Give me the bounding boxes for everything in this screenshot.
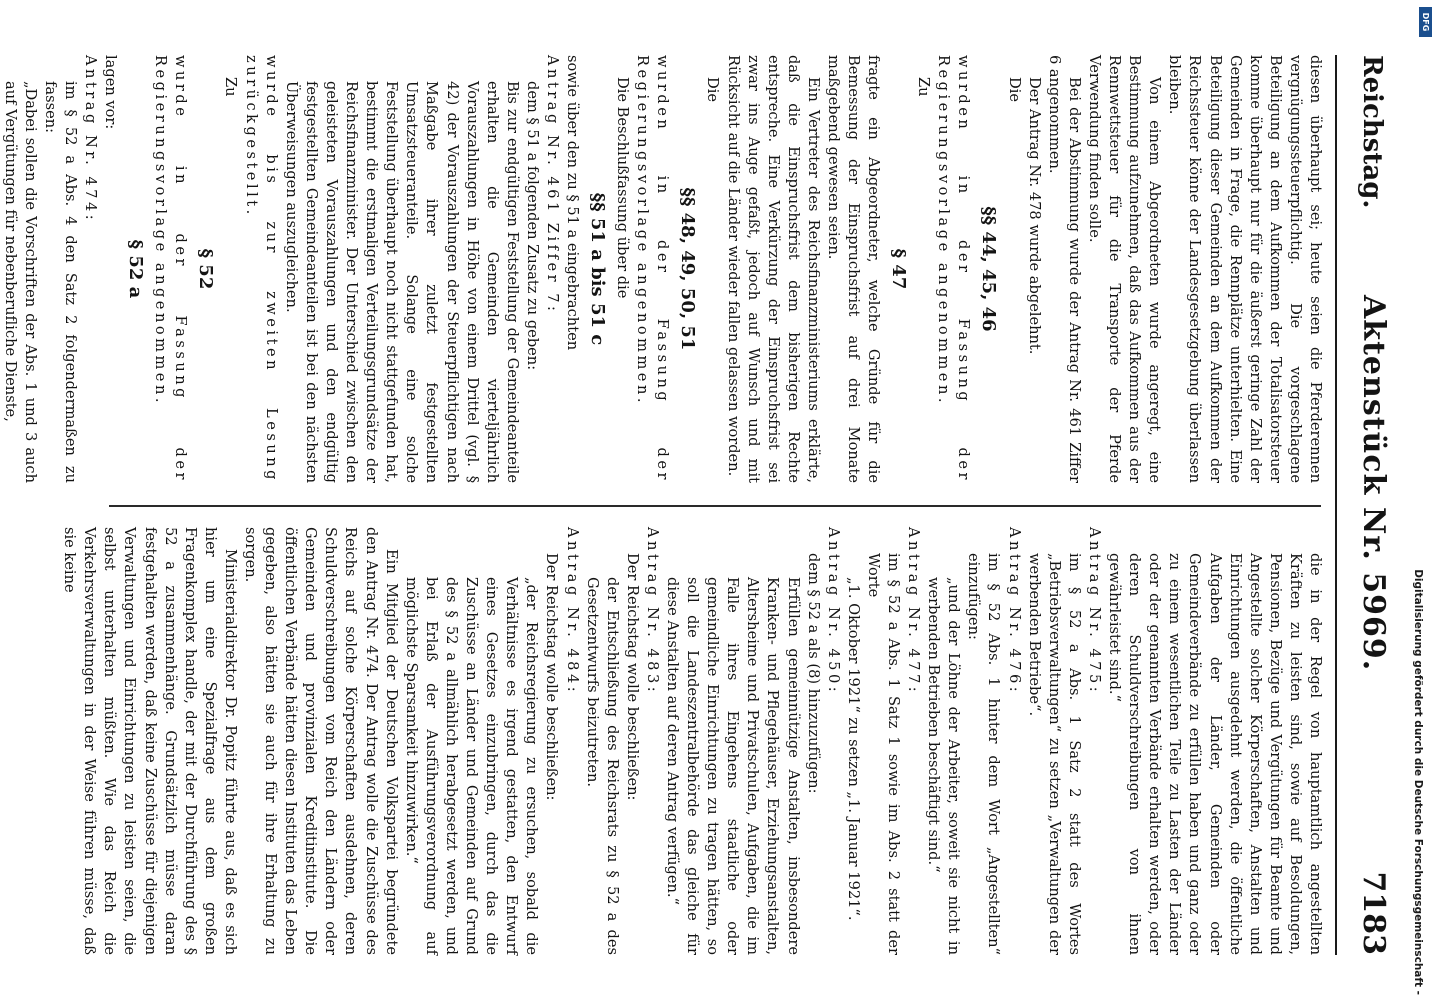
section-heading: § 47 xyxy=(888,248,910,290)
paragraph: Bis zur endgültigen Feststellung der Gemeindeanteile erhalten die Gemeinden vierteljährlich Vorauszahlungen in Höhe von einem Drittel (vgl. § 42) der Vorauszahlungen der Steuerpflichtigen nach Maßgabe ihrer zuletzt festgestellten Umsatzsteueranteile. Solange eine solche Feststellung überhaupt noch nicht stattgefunden hat, bestimmt die erstmaligen Verteilungsgrundsätze der Reichsfinanzminister. Der Unterschied zwischen den geleisteten Vorauszahlungen und den endgültig festgestellten Gemeindeanteilen ist bei den nächsten Überweisungen auszugleichen. xyxy=(282,81,521,483)
document-page xyxy=(1,35,1395,975)
paragraph: Antrag Nr. 477: xyxy=(905,527,923,696)
paragraph: dem § 51 a folgenden Zusatz zu geben: xyxy=(523,81,541,371)
left-column xyxy=(1,55,1325,483)
section-heading: § 52 xyxy=(195,248,217,290)
paragraph: Antrag Nr. 484: xyxy=(563,527,581,696)
right-column xyxy=(61,527,1325,955)
paragraph: Ein Vertreter des Reichsfinanzministeriums erklärte, daß die Einspruchsfrist dem bisherigen Rechte entspreche. Eine Verkürzung der Einspruchsfrist sei zwar ins Auge gefaßt, jedoch auf Wunsch und mit Rücksicht auf die Länder wieder fallen gelassen worden. xyxy=(724,55,822,483)
paragraph: fragte ein Abgeordneter, welche Gründe für die Bemessung der Einspruchsfrist auf drei Monate maßgebend gewesen seien. xyxy=(825,55,883,483)
paragraph: Der Antrag Nr. 478 wurde abgelehnt. xyxy=(1025,77,1043,355)
section-heading: §§ 44, 45, 46 xyxy=(978,206,1000,332)
paragraph: „der Reichsregierung zu ersuchen, sobald die Verhältnisse es irgend gestatten, den Entwurf eines Gesetzes einzubringen, durch das die Zuschüsse an Länder und Gemeinden auf Grund des § 52 a allmählich herabgesetzt werden, und bei Erlaß der Ausführungsverordnung auf möglichste Sparsamkeit hinzuwirken.“ xyxy=(402,577,541,955)
paragraph: im § 52 Abs. 1 hinter dem Wort „Angestellten“ einzufügen: xyxy=(965,553,1003,955)
paragraph: dem § 52 a als (8) hinzuzufügen: xyxy=(804,553,822,794)
paragraph: „und der Löhne der Arbeiter, soweit sie nicht in werbenden Betrieben beschäftigt sind.“ xyxy=(925,577,963,955)
paragraph: Ein Mitglied der Deutschen Volkspartei begründete den Antrag Nr. 474. Der Antrag wolle die Zuschüsse des Reichs auf solche Körperschaften ausdehnen, deren Schuldverschreibungen vom Reich den Ländern oder Gemeinden und provinzialen Kreditinstitute. Die öffentlichen Verbände hätten diesen Instituten das Leben gegeben, also hätten sie auch für ihre Erhaltung zu sorgen. xyxy=(242,527,400,955)
paragraph: Antrag Nr. 461 Ziffer 7: xyxy=(544,55,561,315)
paragraph: Von einem Abgeordneten wurde angeregt, eine Bestimmung aufzunehmen, daß das Aufkommen aus der Rennwettsteuer für die Transporte der Pferde Verwendung finden solle. xyxy=(1085,55,1164,483)
paragraph: im § 52 a Abs. 4 den Satz 2 folgendermaßen zu fassen: xyxy=(41,81,80,483)
paragraph: die in der Regel von hauptamtlich angestellten Kräften zu leisten sind, sowie auf Besoldungen, Pensionen, Bezüge und Vergütungen für Beamte und Angestellte solcher Körperschaften, Anstalten und Einrichtungen ausgedehnt werden, die öffentliche Aufgaben der Länder, Gemeinden oder Gemeindeverbände zu erfüllen haben und ganz oder zu einem wesentlichen Teile zu Lasten der Länder oder der genannten Verbände erhalten werden, oder deren Schuldverschreibungen von ihnen gewährleistet sind.“ xyxy=(1106,553,1324,955)
dfg-logo-text: DFG xyxy=(1421,12,1430,32)
paragraph: Die xyxy=(1005,77,1023,103)
paragraph: Antrag Nr. 483: xyxy=(643,527,661,696)
paragraph: Antrag Nr. 474: xyxy=(82,55,100,224)
section-heading: §§ 51 a bis 51 c xyxy=(587,192,609,346)
paragraph: der Entschließung des Reichsrats zu § 52 a des Gesetzentwurfs beizutreten. xyxy=(583,577,621,955)
paragraph: im § 52 a Abs. 1 Satz 2 statt des Wortes „Betriebsverwaltungen“ zu setzen „Verwaltungen der werbenden Betriebe“. xyxy=(1025,553,1083,955)
paragraph: Der Reichstag wolle beschließen: xyxy=(543,553,561,801)
paragraph: lagen vor: xyxy=(102,55,120,130)
paragraph: Zu xyxy=(222,77,240,97)
page-header xyxy=(1335,55,1395,955)
page-number: 7183 xyxy=(1356,871,1391,955)
paragraph: Erfüllen gemeinnützige Anstalten, insbesondere Kranken- und Pflegehäuser, Erziehungsanstalten, Altersheime und Privatschulen, Aufgaben, die im Falle ihres Eingehens staatliche oder gemeindliche Einrichtungen zu tragen hätten, so soll die Landeszentralbehörde das gleiche für diese Anstalten auf deren Antrag verfügen.“ xyxy=(664,577,802,955)
digitization-credit-text: Digitalisierung gefördert durch die Deutsche Forschungsgemeinschaft - xyxy=(1412,569,1424,995)
paragraph: im § 52 a Abs. 1 Satz 1 sowie im Abs. 2 statt der Worte xyxy=(864,553,903,955)
dfg-logo xyxy=(1419,7,1432,37)
document-label: Aktenstück Nr. 5969. xyxy=(1356,295,1391,672)
paragraph: wurden in der Fassung der Regierungsvorlage angenommen. xyxy=(634,55,672,483)
paragraph: Die xyxy=(704,77,722,103)
paragraph: wurden in der Fassung der Regierungsvorlage angenommen. xyxy=(935,55,973,483)
paragraph: Antrag Nr. 475: xyxy=(1085,527,1103,696)
paragraph: Bei der Abstimmung wurde der Antrag Nr. 461 Ziffer 6 angenommen. xyxy=(1045,55,1083,483)
section-heading: § 52 a xyxy=(125,239,147,299)
section-heading: §§ 48, 49, 50, 51 xyxy=(677,187,699,351)
column-divider xyxy=(109,505,1321,507)
paragraph: wurde in der Fassung der Regierungsvorlage angenommen. xyxy=(152,55,190,483)
digitization-credit xyxy=(1408,5,1428,995)
paragraph: diesen überhaupt sei; heute seien die Pferderennen vergnügungssteuerpflichtig. Die vorgeschlagene Beteiligung an dem Aufkommen der Totalisatorsteuer komme überhaupt nur für die äußerst geringe Zahl der Gemeinden in Frage, die Rennplätze unterhielten. Eine Beteiligung dieser Gemeinden an dem Aufkommen der Reichssteuer könne der Landesgesetzgebung überlassen bleiben. xyxy=(1166,55,1324,483)
paragraph: Antrag Nr. 450: xyxy=(824,527,842,696)
running-title: Reichstag. xyxy=(1357,55,1387,209)
paragraph: Die Beschlußfassung über die xyxy=(614,77,632,299)
paragraph: „1. Oktober 1921“ zu setzen „1. Januar 1921“. xyxy=(844,577,862,921)
paragraph: Antrag Nr. 476: xyxy=(1005,527,1023,696)
paragraph: Ministerialdirektor Dr. Popitz führte aus, daß es sich hier um eine Spezialfrage aus dem großen Fragenkomplex handle, der mit der Durchführung des § 52 a zusammenhänge. Grundsätzlich müsse daran festgehalten werden, daß keine Zuschüsse für diejenigen Verwaltungen und Einrichtungen zu leisten seien, die selbst unterhalten müßten. Wie das Reich die Verkehrsverwaltungen in der Weise führen müsse, daß sie keine xyxy=(61,527,239,955)
paragraph: Der Reichstag wolle beschließen: xyxy=(623,553,641,801)
paragraph: Zu xyxy=(915,77,933,97)
paragraph: wurde bis zur zweiten Lesung zurückgestellt. xyxy=(242,55,280,483)
paragraph: sowie über den zu § 51 a eingebrachten xyxy=(564,55,582,351)
paragraph: „Dabei sollen die Vorschriften der Abs. 1 und 3 auch auf Vergütungen für nebenberufliche Dienste, xyxy=(1,81,39,483)
